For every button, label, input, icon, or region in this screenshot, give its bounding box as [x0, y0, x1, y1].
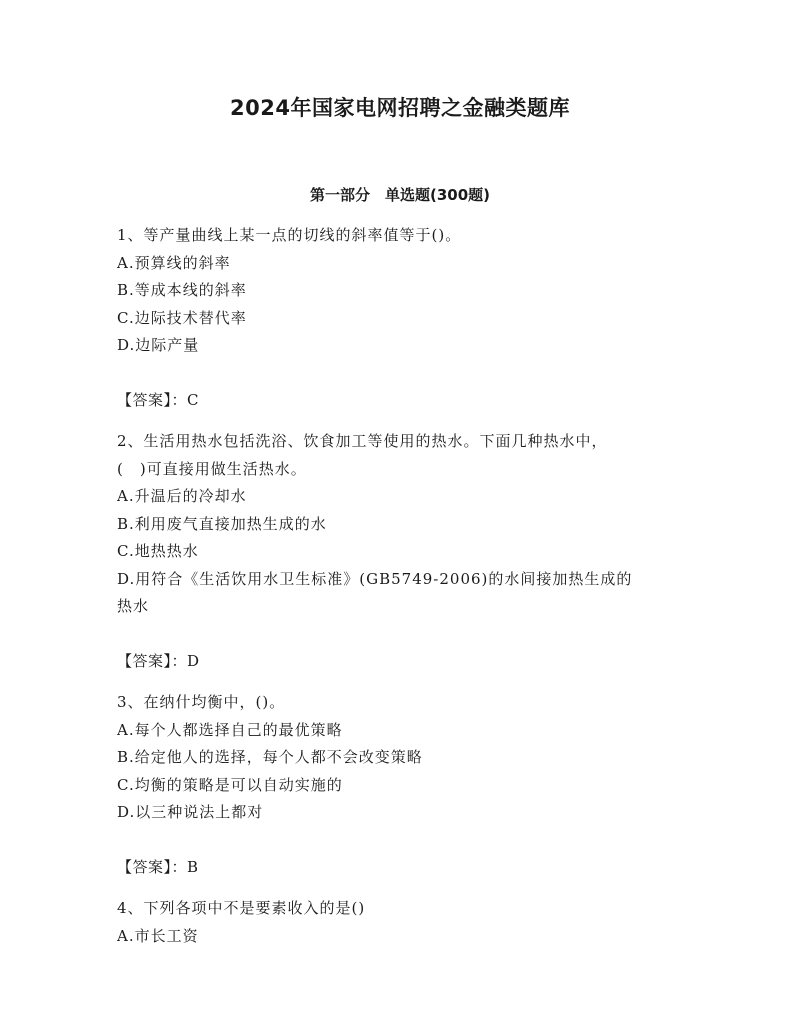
answer-value: B — [187, 857, 199, 876]
option-c: C.边际技术替代率 — [117, 308, 247, 327]
option-b: B.给定他人的选择，每个人都不会改变策略 — [117, 748, 423, 766]
question-list — [117, 222, 697, 950]
question-stem: 4、下列各项中不是要素收入的是() — [117, 899, 366, 917]
question-stem: 1、等产量曲线上某一点的切线的斜率值等于()。 — [117, 226, 462, 244]
question-stem-continued: ( )可直接用做生活热水。 — [117, 459, 307, 478]
option-d-continued: 热水 — [117, 597, 150, 615]
answer-value: D — [187, 651, 200, 670]
option-a: A.每个人都选择自己的最优策略 — [117, 720, 343, 739]
question-stem: 3、在纳什均衡中，()。 — [117, 693, 286, 711]
option-c: C.均衡的策略是可以自动实施的 — [117, 775, 343, 794]
answer-label: 【答案】： — [117, 651, 188, 670]
answer-value: C — [187, 390, 199, 409]
document-title: 2024年国家电网招聘之金融类题库 — [230, 96, 570, 120]
option-c: C.地热热水 — [117, 542, 199, 560]
option-d: D.边际产量 — [117, 336, 200, 354]
answer-line — [117, 387, 697, 415]
option-a: A.市长工资 — [117, 926, 199, 945]
option-d: D.用符合《生活饮用水卫生标准》(GB5749-2006)的水间接加热生成的 — [117, 569, 633, 588]
question-3 — [117, 689, 697, 895]
answer-line — [117, 648, 697, 676]
option-a: A.预算线的斜率 — [117, 253, 231, 272]
option-a: A.升温后的冷却水 — [117, 487, 247, 505]
answer-line — [117, 854, 697, 882]
option-d: D.以三种说法上都对 — [117, 803, 264, 821]
option-b: B.等成本线的斜率 — [117, 281, 247, 299]
section-heading: 第一部分 单选题(300题) — [309, 186, 491, 204]
question-stem: 2、生活用热水包括洗浴、饮食加工等使用的热水。下面几种热水中， — [117, 432, 608, 450]
option-b: B.利用废气直接加热生成的水 — [117, 514, 327, 533]
question-1 — [117, 222, 697, 428]
question-4 — [117, 895, 697, 950]
question-2 — [117, 428, 697, 689]
answer-label: 【答案】： — [117, 390, 188, 409]
answer-label: 【答案】： — [117, 857, 188, 876]
